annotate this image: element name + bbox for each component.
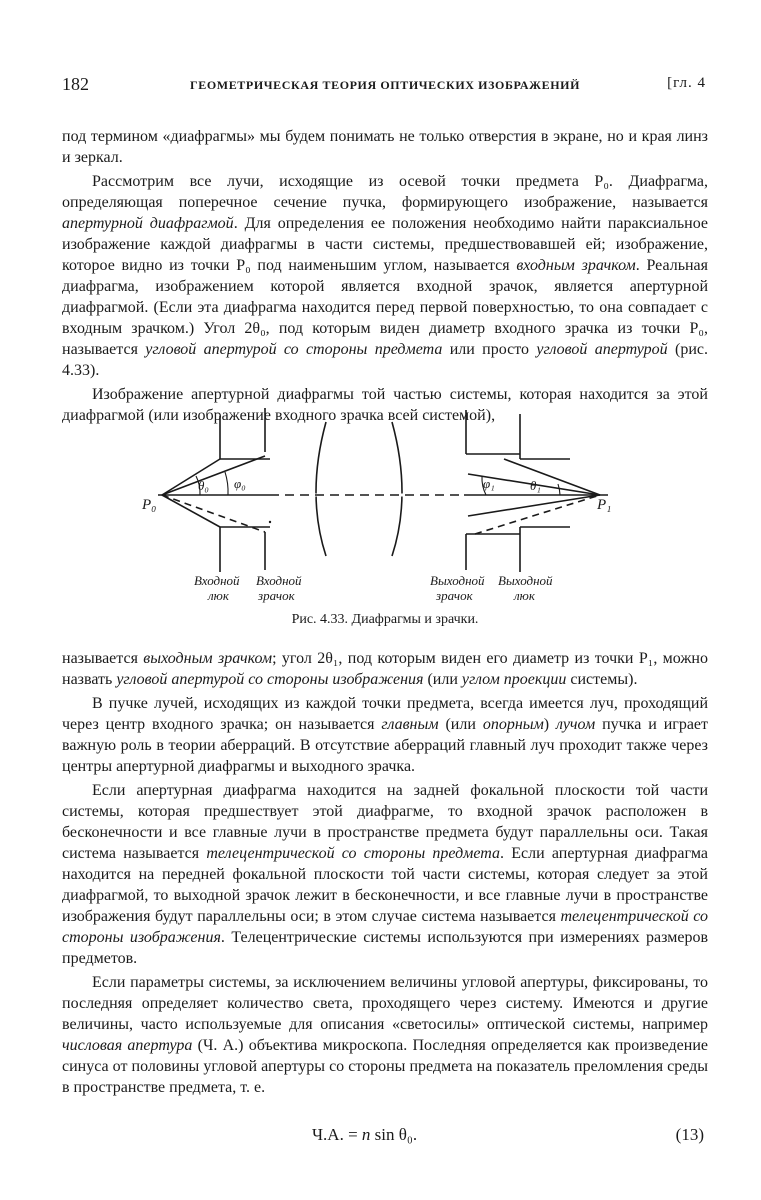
label-theta0: θ₀ (198, 478, 209, 493)
paragraph-2: Рассмотрим все лучи, исходящие из осевой точки предмета P₀. Диафрагма, определяющая поперечное сечение пучка, формирующего изображение, называется апертурной диафрагмой. Для определения ее положения необходимо найти параксиальное изображение каждой диафрагмы в части системы, предшествовавшей ей; изображение, которое видно из точки P₀ под наименьшим углом, называется входным зрачком. Реальная диафрагма, изображением которой является входной зрачок, является апертурной диафрагмой. (Если эта диафрагма находится перед первой поверхностью, то она совпадает с входным зрачком.) Угол 2θ₀, под которым виден диаметр входного зрачка из точки P₀, называется угловой апертурой со стороны предмета или просто угловой апертурой (рис. 4.33). (62, 173, 709, 379)
paragraph-1: под термином «диафрагмы» мы будем понимать не только отверстия в экране, но и края линз и зеркал. (62, 128, 708, 166)
term-angular-aperture-image: угловой апертурой со стороны изображения (116, 671, 424, 688)
paragraph-3: Изображение апертурной диафрагмы той частью системы, которая находится за этой диафрагмой (или изображение входного зрачка всей системой), (62, 386, 708, 424)
equation-body: Ч.А. = n sin θ₀. (312, 1125, 418, 1144)
label-p1: P₁ (597, 497, 612, 513)
text-block-top (62, 126, 708, 426)
term-reference: опорным (482, 716, 544, 733)
label-exit-window-2: люк (514, 588, 535, 603)
term-ray: лучом (556, 716, 596, 733)
label-entrance-pupil-2: зрачок (258, 588, 295, 603)
chapter-marker: [гл. 4 (667, 75, 706, 91)
label-phi1: φ₁ (483, 476, 495, 491)
paragraph-5: В пучке лучей, исходящих из каждой точки предмета, всегда имеется луч, проходящий через центр входного зрачка; он называется главным (или опорным) лучом пучка и играет важную роль в теории аберраций. В отсутствие аберраций главный луч проходит также через центры апертурной диафрагмы и выходного зрачка. (62, 695, 709, 775)
ray-p0-upper-window (162, 456, 265, 495)
term-angular-aperture-object: угловой апертурой со стороны предмета (145, 341, 443, 358)
term-entrance-pupil: входным зрачком (516, 257, 636, 274)
paragraph-4: называется выходным зрачком; угол 2θ₁, под которым виден его диаметр из точки P₁, можно назвать угловой апертурой со стороны изображения (или углом проекции системы). (62, 650, 708, 688)
label-p0: P₀ (142, 497, 157, 513)
diaphragm-pupil-diagram (130, 404, 630, 614)
equation-13 (62, 1125, 708, 1149)
term-chief: главным (381, 716, 439, 733)
term-numerical-aperture: числовая апертура (62, 1037, 193, 1054)
label-entrance-window-2: люк (208, 588, 229, 603)
figure-caption: Рис. 4.33. Диафрагмы и зрачки. (291, 612, 479, 627)
term-angular-aperture: угловой апертурой (536, 341, 668, 358)
ray-p1-lower-pupil (468, 495, 600, 516)
term-projection-angle: углом проекции (461, 671, 567, 688)
figure-4-33 (130, 404, 630, 614)
label-exit-pupil-1: Выходной (430, 573, 485, 588)
lens-left-surface (316, 422, 326, 556)
paragraph-7: Если параметры системы, за исключением величины угловой апертуры, фиксированы, то последняя определяет количество света, проходящего через систему. Имеются и другие величины, часто используемые для описания «светосилы» оптической системы, например числовая апертура (Ч. А.) объектива микроскопа. Последняя определяется как произведение синуса от половины угловой апертуры со стороны предмета на показатель преломления среды в пространстве предмета, т. е. (62, 974, 709, 1096)
term-aperture-stop: апертурной диафрагмой (62, 215, 234, 232)
text-block-bottom (62, 648, 708, 1098)
label-entrance-window-1: Входной (194, 573, 240, 588)
label-theta1: θ₁ (530, 478, 541, 493)
equation-number: (13) (675, 1125, 704, 1144)
label-exit-pupil-2: зрачок (436, 588, 473, 603)
running-title: ГЕОМЕТРИЧЕСКАЯ ТЕОРИЯ ОПТИЧЕСКИХ ИЗОБРАЖЕНИЙ (190, 78, 581, 92)
page-number: 182 (62, 74, 89, 94)
ray-p1-lower-window (475, 495, 600, 534)
paragraph-6: Если апертурная диафрагма находится на задней фокальной плоскости той части системы, которая предшествует этой диафрагме, то входной зрачок расположен в бесконечности и все главные лучи в пространстве предмета будут параллельны оси. Такая система называется телецентрической со стороны предмета. Если апертурная диафрагма находится на передней фокальной плоскости той части системы, которая следует за этой диафрагмой, то выходной зрачок лежит в бесконечности, и все главные лучи в пространстве изображения будут параллельны оси; в этом случае система называется телецентрической со стороны изображения. Телецентрические системы используются при измерениях размеров предметов. (62, 782, 709, 967)
label-entrance-pupil-1: Входной (256, 573, 302, 588)
page-header (62, 74, 710, 98)
label-exit-window-1: Выходной (498, 573, 553, 588)
term-exit-pupil: выходным зрачком (143, 650, 273, 667)
ray-p0-lower-pupil (162, 495, 220, 527)
term-telecentric-object: телецентрической со стороны предмета (206, 845, 501, 862)
term-telecentric-image: телецентрической со стороны изображения (62, 908, 708, 946)
ray-p1-upper-window (504, 459, 600, 495)
label-phi0: φ₀ (234, 476, 246, 491)
lens-right-surface (392, 422, 402, 556)
